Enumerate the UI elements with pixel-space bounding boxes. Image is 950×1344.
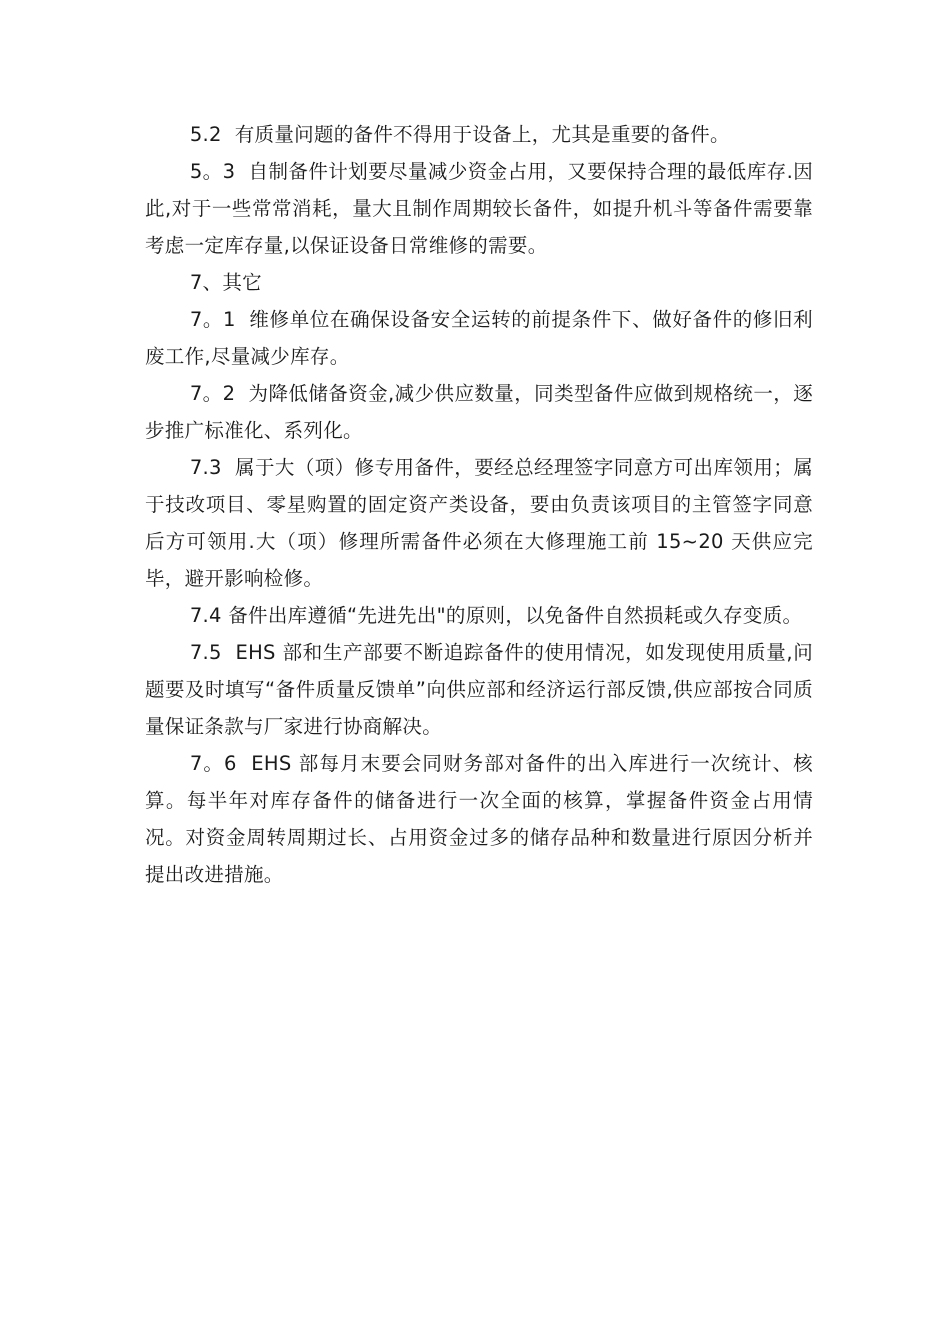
paragraph-5-2: 5.2 有质量问题的备件不得用于设备上，尤其是重要的备件。 — [189, 123, 730, 146]
paragraph-7-5: 7.5 EHS 部和生产部要不断追踪备件的使用情况，如发现使用质量,问题要及时填写“备件质量反馈单”向供应部和经济运行部反馈,供应部按合同质量保证条款与厂家进行协商解决。 — [145, 641, 813, 738]
document-body — [145, 116, 813, 893]
paragraph-7-2: 7。2 为降低储备资金,减少供应数量，同类型备件应做到规格统一，逐步推广标准化、系列化。 — [145, 382, 813, 442]
paragraph-7-6: 7。6 EHS 部每月末要会同财务部对备件的出入库进行一次统计、核算。每半年对库存备件的储备进行一次全面的核算，掌握备件资金占用情况。对资金周转周期过长、占用资金过多的储存品种和数量进行原因分析并提出改进措施。 — [145, 752, 813, 886]
paragraph-7-3: 7.3 属于大（项）修专用备件，要经总经理签字同意方可出库领用；属于技改项目、零星购置的固定资产类设备，要由负责该项目的主管签字同意后方可领用.大（项）修理所需备件必须在大修理施工前 15~20 天供应完毕，避开影响检修。 — [145, 456, 813, 590]
paragraph-7-4: 7.4 备件出库遵循“先进先出"的原则，以免备件自然损耗或久存变质。 — [189, 604, 803, 627]
paragraph-5-3: 5。3 自制备件计划要尽量减少资金占用，又要保持合理的最低库存.因此,对于一些常常消耗，量大且制作周期较长备件，如提升机斗等备件需要靠考虑一定库存量,以保证设备日常维修的需要。 — [145, 160, 813, 257]
section-heading-7: 7、其它 — [189, 271, 262, 294]
paragraph-7-1: 7。1 维修单位在确保设备安全运转的前提条件下、做好备件的修旧利废工作,尽量减少库存。 — [145, 308, 813, 368]
